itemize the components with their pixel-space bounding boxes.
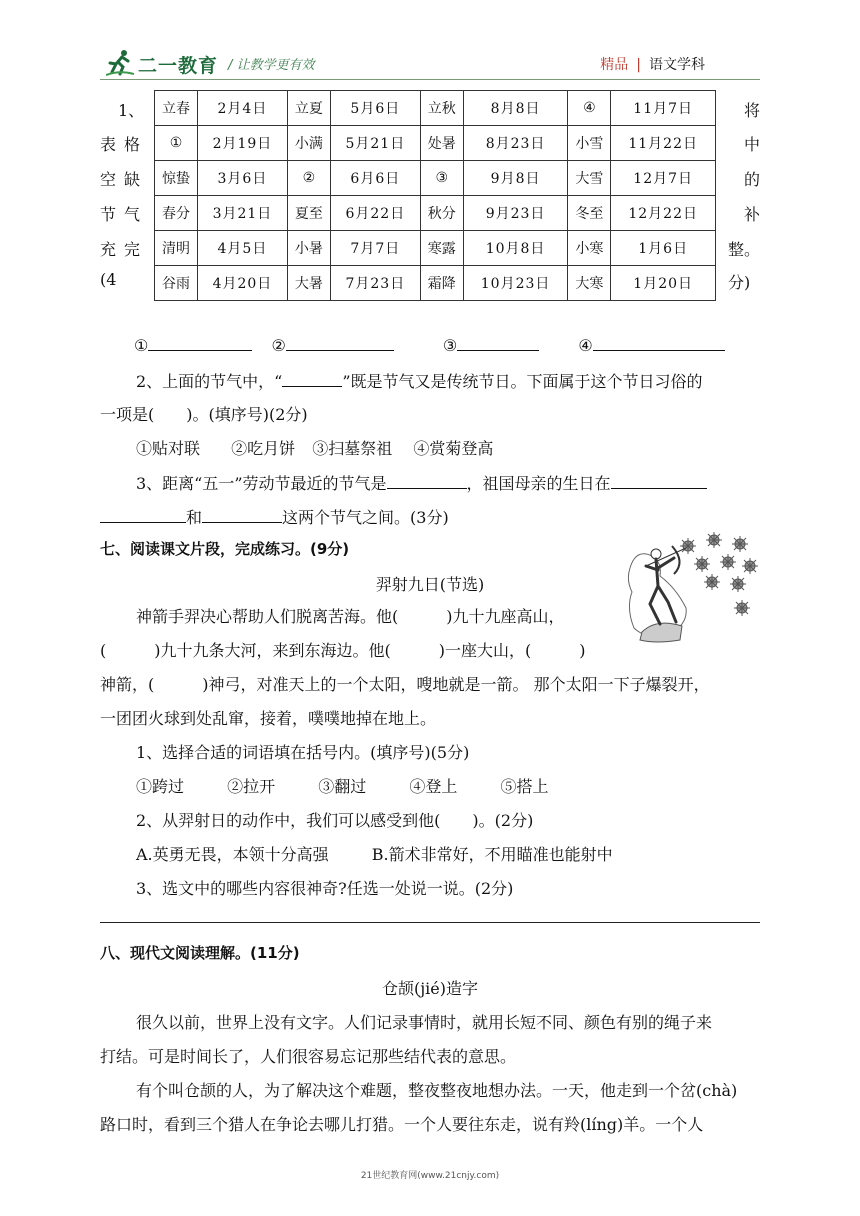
page-header [100, 45, 760, 85]
answer-label-2: ② [271, 336, 286, 355]
section-7-title: 羿射九日(节选) [375, 575, 485, 594]
answer-label-1: ① [134, 336, 149, 355]
q6-3-text-a: 3、距离“五一”劳动节最近的节气是 [136, 474, 387, 493]
table-cell: 秋分 [420, 196, 463, 231]
table-cell: 立秋 [420, 91, 463, 126]
archer-illustration [626, 528, 762, 644]
q6-3-line1 [100, 470, 707, 494]
table-cell: 小寒 [568, 231, 611, 266]
header-right [600, 54, 705, 74]
passage-line: 神箭，( )神弓，对准天上的一个太阳，嗖地就是一箭。 那个太阳一下子爆裂开， [100, 675, 710, 694]
table-cell: ② [287, 161, 330, 196]
answer-blank-1[interactable] [148, 332, 252, 351]
side-right-4: 整。 [728, 240, 761, 259]
table-cell: 12月22日 [611, 196, 716, 231]
side-left-5: (4 [100, 270, 117, 289]
table-cell: 霜降 [420, 266, 463, 301]
q7-sub-1-options [100, 774, 548, 797]
option: ②拉开 [227, 777, 276, 796]
q6-3-blank-1[interactable] [387, 470, 467, 489]
table-cell: 5月6日 [330, 91, 420, 126]
answer-blank-4[interactable] [593, 332, 725, 351]
q6-2-text-a: 2、上面的节气中，“ [136, 372, 283, 391]
table-row [155, 91, 716, 126]
q7-sub-1: 1、选择合适的词语填在括号内。(填序号)(5分) [136, 743, 470, 762]
option: ④赏菊登高 [413, 439, 494, 458]
option: ③翻过 [318, 777, 367, 796]
side-right-1: 中 [744, 135, 761, 154]
table-cell: 9月23日 [463, 196, 568, 231]
table-cell: 处暑 [420, 126, 463, 161]
table-row [155, 126, 716, 161]
table-cell: 6月22日 [330, 196, 420, 231]
table-cell: 8月8日 [463, 91, 568, 126]
option: ①跨过 [136, 777, 185, 796]
subject-label: 语文学科 [649, 57, 705, 73]
table-cell: 9月8日 [463, 161, 568, 196]
q7-sub-2-options [100, 842, 613, 865]
q6-2-text-b: ”既是节气又是传统节日。下面属于这个节日习俗的 [342, 372, 703, 391]
passage-line: 有个叫仓颉的人，为了解决这个难题，整夜整夜地想办法。一天，他走到一个岔(chà) [136, 1081, 738, 1100]
table-cell: 大暑 [287, 266, 330, 301]
table-cell: 小雪 [568, 126, 611, 161]
section-8-heading: 八、现代文阅读理解。(11分) [100, 944, 300, 962]
passage-line: ( )九十九条大河，来到东海边。他( )一座大山，( ) [100, 641, 586, 660]
q6-3-blank-4[interactable] [202, 504, 282, 523]
q6-3-line2 [100, 504, 449, 528]
table-cell: 7月23日 [330, 266, 420, 301]
table-cell: 1月6日 [611, 231, 716, 266]
table-cell: 2月19日 [197, 126, 287, 161]
passage-line: 打结。可是时间长了，人们很容易忘记那些结代表的意思。 [100, 1047, 517, 1066]
table-cell: 谷雨 [155, 266, 198, 301]
side-left-2: 空缺 [100, 170, 149, 189]
table-cell: ③ [420, 161, 463, 196]
table-cell: 3月21日 [197, 196, 287, 231]
q7-sub-2: 2、从羿射日的动作中，我们可以感受到他( )。(2分) [136, 811, 534, 830]
answer-line[interactable] [100, 922, 760, 923]
side-left-4: 充完 [100, 240, 149, 259]
table-cell: 11月22日 [611, 126, 716, 161]
side-right-3: 补 [744, 205, 761, 224]
option: ④登上 [409, 777, 458, 796]
table-cell: 小满 [287, 126, 330, 161]
logo-text: 二一教育 [138, 55, 219, 77]
answer-blanks-row [134, 332, 725, 355]
section-7-heading: 七、阅读课文片段，完成练习。(9分) [100, 540, 350, 558]
answer-blank-2[interactable] [286, 332, 394, 351]
table-cell: 惊蛰 [155, 161, 198, 196]
q6-2-line2: 一项是( )。(填序号)(2分) [100, 405, 308, 424]
answer-blank-3[interactable] [457, 332, 539, 351]
header-divider [100, 79, 760, 80]
passage-line: 很久以前，世界上没有文字。人们记录事情时，就用长短不同、颜色有别的绳子来 [136, 1013, 713, 1032]
table-cell: 8月23日 [463, 126, 568, 161]
passage-line: 神箭手羿决心帮助人们脱离苦海。他( )九十九座高山， [136, 607, 565, 626]
table-cell: 大寒 [568, 266, 611, 301]
side-right-2: 的 [744, 170, 761, 189]
table-cell: 大雪 [568, 161, 611, 196]
side-right-5: 分) [728, 273, 751, 292]
table-cell: ④ [568, 91, 611, 126]
q6-3-text-b: ，祖国母亲的生日在 [466, 474, 611, 493]
section-8-title: 仓颉(jié)造字 [381, 979, 479, 998]
slogan: / 让教学更有效 [228, 58, 315, 73]
side-left-1: 表格 [100, 135, 149, 154]
table-cell: 10月8日 [463, 231, 568, 266]
side-right-0: 将 [744, 101, 761, 120]
table-cell: 寒露 [420, 231, 463, 266]
option-a: A.英勇无畏，本领十分高强 [136, 845, 329, 864]
option: ①贴对联 [136, 439, 201, 458]
table-cell: 清明 [155, 231, 198, 266]
q6-2-blank[interactable] [282, 368, 342, 387]
option-b: B.箭术非常好，不用瞄准也能射中 [371, 845, 613, 864]
answer-label-3: ③ [442, 336, 458, 355]
table-cell: 5月21日 [330, 126, 420, 161]
table-cell: 夏至 [287, 196, 330, 231]
option: ③扫墓祭祖 [312, 439, 393, 458]
table-cell: 3月6日 [197, 161, 287, 196]
passage-line: 路口时，看到三个猎人在争论去哪儿打猎。一个人要往东走，说有羚(líng)羊。一个人 [100, 1115, 704, 1134]
q6-3-text-c: 和 [186, 508, 203, 527]
table-cell: 10月23日 [463, 266, 568, 301]
option: ②吃月饼 [231, 439, 296, 458]
table-cell: 1月20日 [611, 266, 716, 301]
table-cell: 7月7日 [330, 231, 420, 266]
page-footer: 21世纪教育网(www.21cnjy.com) [360, 1171, 500, 1181]
q6-3-blank-3[interactable] [100, 504, 186, 523]
side-left-3: 节气 [100, 205, 149, 224]
table-cell: ① [155, 126, 198, 161]
q7-sub-3: 3、选文中的哪些内容很神奇?任选一处说一说。(2分) [136, 879, 514, 898]
table-cell: 冬至 [568, 196, 611, 231]
q6-3-blank-2[interactable] [611, 470, 707, 489]
table-row [155, 196, 716, 231]
solar-terms-table [154, 90, 716, 301]
table-cell: 小暑 [287, 231, 330, 266]
option: ⑤搭上 [500, 777, 549, 796]
q6-2-options [100, 436, 493, 459]
table-cell: 立夏 [287, 91, 330, 126]
table-cell: 春分 [155, 196, 198, 231]
table-row [155, 161, 716, 196]
q6-2-line1 [100, 368, 703, 392]
table-row [155, 231, 716, 266]
answer-label-4: ④ [578, 336, 593, 355]
quality-label: 精品 [600, 57, 629, 73]
table-cell: 6月6日 [330, 161, 420, 196]
table-row [155, 266, 716, 301]
table-cell: 2月4日 [197, 91, 287, 126]
table-cell: 4月20日 [197, 266, 287, 301]
passage-line: 一团团火球到处乱窜，接着，噗噗地掉在地上。 [100, 709, 437, 728]
table-cell: 4月5日 [197, 231, 287, 266]
q6-3-text-d: 这两个节气之间。(3分) [282, 508, 449, 527]
runner-logo-icon [106, 48, 134, 76]
table-cell: 11月7日 [611, 91, 716, 126]
header-separator: | [636, 57, 641, 73]
table-cell: 12月7日 [611, 161, 716, 196]
table-cell: 立春 [155, 91, 198, 126]
side-left-0: 1、 [118, 101, 145, 120]
